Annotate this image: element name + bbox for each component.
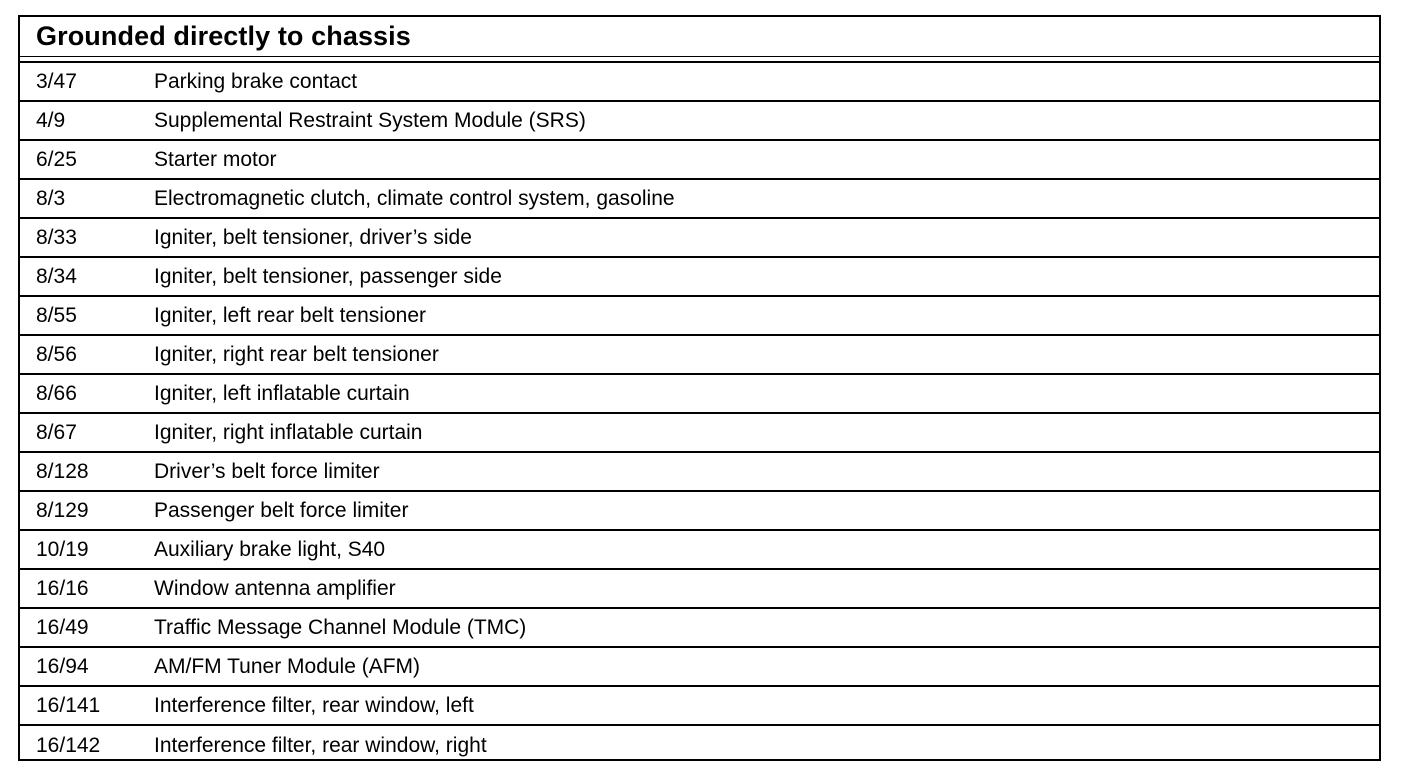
component-description: Electromagnetic clutch, climate control system, gasoline	[154, 186, 675, 210]
table-row	[20, 726, 1379, 765]
table-row	[20, 180, 1379, 219]
table-row	[20, 648, 1379, 687]
component-description: Parking brake contact	[154, 69, 358, 93]
table-body	[20, 63, 1379, 765]
component-description: Interference filter, rear window, right	[154, 733, 487, 757]
component-code: 16/94	[36, 654, 89, 678]
component-description: Igniter, right rear belt tensioner	[154, 342, 439, 366]
component-code: 8/34	[36, 264, 77, 288]
component-description: Igniter, belt tensioner, passenger side	[154, 264, 502, 288]
component-code: 16/49	[36, 615, 89, 639]
table-row	[20, 609, 1379, 648]
table-row	[20, 570, 1379, 609]
component-description: AM/FM Tuner Module (AFM)	[154, 654, 421, 678]
component-description: Supplemental Restraint System Module (SRS)	[154, 108, 586, 132]
component-code: 16/16	[36, 576, 89, 600]
component-code: 8/128	[36, 459, 89, 483]
component-description: Igniter, belt tensioner, driver’s side	[154, 225, 472, 249]
component-code: 8/3	[36, 186, 66, 210]
table-row	[20, 141, 1379, 180]
component-description: Igniter, left inflatable curtain	[154, 381, 410, 405]
component-code: 16/142	[36, 733, 101, 757]
component-description: Passenger belt force limiter	[154, 498, 409, 522]
component-code: 8/66	[36, 381, 77, 405]
table-row	[20, 414, 1379, 453]
table-row	[20, 492, 1379, 531]
table-row	[20, 297, 1379, 336]
component-description: Auxiliary brake light, S40	[154, 537, 386, 561]
table-row	[20, 336, 1379, 375]
component-code: 10/19	[36, 537, 89, 561]
table-row	[20, 453, 1379, 492]
component-code: 8/129	[36, 498, 89, 522]
table-row	[20, 258, 1379, 297]
component-code: 8/56	[36, 342, 77, 366]
component-code: 6/25	[36, 147, 77, 171]
component-description: Interference filter, rear window, left	[154, 693, 474, 717]
component-code: 16/141	[36, 693, 101, 717]
component-description: Driver’s belt force limiter	[154, 459, 380, 483]
component-code: 8/55	[36, 303, 77, 327]
table-row	[20, 63, 1379, 102]
component-code: 8/67	[36, 420, 77, 444]
table-row	[20, 375, 1379, 414]
table-row	[20, 687, 1379, 726]
component-code: 4/9	[36, 108, 66, 132]
table-row	[20, 219, 1379, 258]
component-code: 3/47	[36, 69, 77, 93]
table-row	[20, 531, 1379, 570]
table-row	[20, 102, 1379, 141]
table-title: Grounded directly to chassis	[36, 21, 411, 51]
component-description: Igniter, left rear belt tensioner	[154, 303, 426, 327]
component-description: Starter motor	[154, 147, 277, 171]
table-header	[20, 17, 1379, 57]
ground-points-table	[18, 15, 1381, 761]
component-description: Igniter, right inflatable curtain	[154, 420, 423, 444]
component-code: 8/33	[36, 225, 77, 249]
component-description: Window antenna amplifier	[154, 576, 396, 600]
component-description: Traffic Message Channel Module (TMC)	[154, 615, 527, 639]
